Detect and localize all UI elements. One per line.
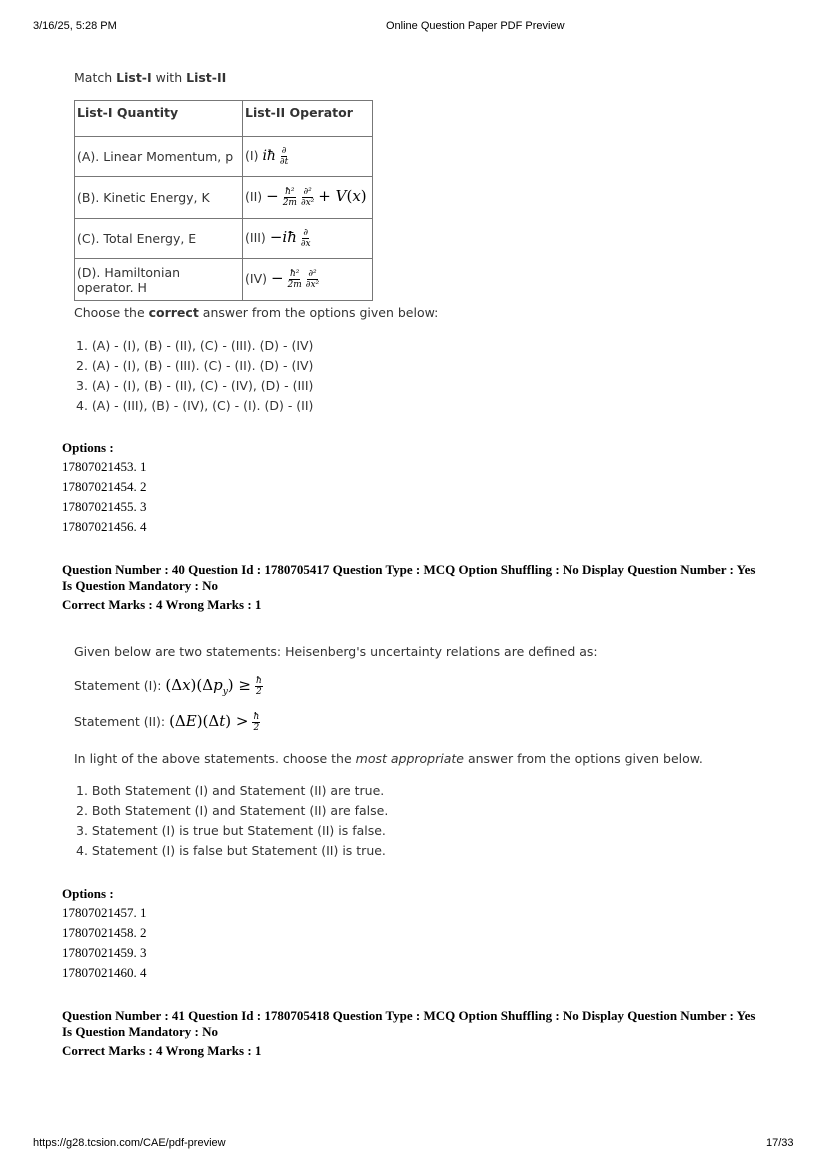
op-iii-formula: −iħ xyxy=(269,228,297,246)
list-item: 17807021459. 3 xyxy=(62,945,147,960)
op-label: (II) xyxy=(245,189,263,204)
list-item: 2. Both Statement (I) and Statement (II) are false. xyxy=(76,803,389,818)
q40-statement-1 xyxy=(74,676,263,697)
q39-choose-pre: Choose the xyxy=(74,305,149,320)
op-label: (IV) xyxy=(245,271,267,286)
q40-meta-line1: Question Number : 40 Question Id : 1780705417 Question Type : MCQ Option Shuffling : No Display Question Number : Yes xyxy=(62,562,756,577)
op-label: (III) xyxy=(245,230,266,245)
frac-hbar2-2m: $\frac{\text{ħ²}}{2m}$ xyxy=(282,187,297,208)
list-item: 17807021458. 2 xyxy=(62,925,147,940)
op-iv-formula: − xyxy=(270,269,284,287)
list-item: 3. Statement (I) is true but Statement (II) is false. xyxy=(76,823,386,838)
frac-d2-dx2: $\frac{\text{∂²}}{\text{∂x²}}$ xyxy=(305,269,320,290)
list-item: 17807021455. 3 xyxy=(62,499,147,514)
q40-answer-list xyxy=(76,781,388,861)
list-item: 17807021453. 1 xyxy=(62,459,147,474)
q40-meta-line2: Is Question Mandatory : No xyxy=(62,578,219,593)
list-item: 4. (A) - (III), (B) - (IV), (C) - (I). (D) - (II) xyxy=(76,398,314,413)
table-row xyxy=(75,259,373,301)
q39-option-ids xyxy=(62,457,147,537)
list-item: 17807021457. 1 xyxy=(62,905,147,920)
q41-marks: Correct Marks : 4 Wrong Marks : 1 xyxy=(62,1043,262,1058)
match-table xyxy=(74,100,373,301)
q40-light-italic: most appropriate xyxy=(355,751,464,766)
footer-url: https://g28.tcsion.com/CAE/pdf-preview xyxy=(33,1137,226,1149)
frac-hbar-2: $\frac{ħ}{2}$ xyxy=(253,712,260,733)
q39-choose-post: answer from the options given below: xyxy=(198,305,439,320)
list-item: 4. Statement (I) is false but Statement (II) is true. xyxy=(76,843,386,858)
stmt1-label: Statement (I): xyxy=(74,678,166,693)
q39-prompt-list2: List-II xyxy=(186,70,227,85)
q41-meta-line2: Is Question Mandatory : No xyxy=(62,1024,219,1039)
match-table-header xyxy=(75,101,373,137)
q40-meta xyxy=(62,562,755,613)
q39-options-label: Options : xyxy=(62,440,114,455)
q39-prompt-with: with xyxy=(151,70,187,85)
list-item: 17807021460. 4 xyxy=(62,965,147,980)
page-title: Online Question Paper PDF Preview xyxy=(386,20,565,32)
list-item: 3. (A) - (I), (B) - (II), (C) - (IV), (D) - (III) xyxy=(76,378,314,393)
q39-choose-bold: correct xyxy=(148,305,199,320)
frac-hbar2-2m: $\frac{\text{ħ²}}{2m}$ xyxy=(287,269,302,290)
plus-v-of-x: + V(x) xyxy=(318,187,367,205)
op-ii-formula: − xyxy=(266,187,279,205)
q39-choose xyxy=(74,305,438,320)
q39-prompt-list1: List-I xyxy=(116,70,152,85)
q40-intro: Given below are two statements: Heisenberg's uncertainty relations are defined as: xyxy=(74,644,598,659)
list-item: 1. (A) - (I), (B) - (II), (C) - (III). (D) - (IV) xyxy=(76,338,314,353)
list-item: 17807021454. 2 xyxy=(62,479,147,494)
q40-statement-2 xyxy=(74,712,260,733)
row-b-quantity: (B). Kinetic Energy, K xyxy=(75,177,243,219)
frac-hbar-2: $\frac{ħ}{2}$ xyxy=(255,676,262,697)
q40-instruction xyxy=(74,751,703,766)
stmt1-formula: $(\Delta x)(\Delta p_y)$ ≥ xyxy=(165,676,251,697)
q39-answer-list xyxy=(76,336,313,416)
table-row xyxy=(75,177,373,219)
list-item: 2. (A) - (I), (B) - (III). (C) - (II). (D) - (IV) xyxy=(76,358,314,373)
row-a-operator xyxy=(243,137,373,177)
frac-d-dt: $\frac{\partial}{\partial t}$ xyxy=(279,146,289,167)
q40-light-post: answer from the options given below. xyxy=(463,751,703,766)
print-datetime: 3/16/25, 5:28 PM xyxy=(33,20,117,32)
table-head-operator: List-II Operator xyxy=(243,101,373,137)
q39-prompt-pre: Match xyxy=(74,70,117,85)
row-b-operator xyxy=(243,177,373,219)
q40-marks: Correct Marks : 4 Wrong Marks : 1 xyxy=(62,597,262,612)
row-c-quantity: (C). Total Energy, E xyxy=(75,219,243,259)
row-c-operator xyxy=(243,219,373,259)
page-number: 17/33 xyxy=(766,1137,794,1149)
list-item: 1. Both Statement (I) and Statement (II) are true. xyxy=(76,783,385,798)
list-item: 17807021456. 4 xyxy=(62,519,147,534)
stmt2-formula: (ΔE)(Δt) > xyxy=(169,712,249,730)
op-i-formula: iħ xyxy=(262,148,276,164)
q39-prompt xyxy=(74,70,226,85)
row-a-quantity: (A). Linear Momentum, p xyxy=(75,137,243,177)
row-d-quantity: (D). Hamiltonian operator. H xyxy=(75,259,243,301)
frac-d2-dx2: $\frac{\text{∂²}}{\text{∂x²}}$ xyxy=(300,187,315,208)
q40-options-label: Options : xyxy=(62,886,114,901)
stmt2-label: Statement (II): xyxy=(74,714,170,729)
q40-option-ids xyxy=(62,903,147,983)
table-row xyxy=(75,137,373,177)
table-row xyxy=(75,219,373,259)
q41-meta xyxy=(62,1008,755,1059)
q40-light-pre: In light of the above statements. choose the xyxy=(74,751,356,766)
q41-meta-line1: Question Number : 41 Question Id : 1780705418 Question Type : MCQ Option Shuffling : No Display Question Number : Yes xyxy=(62,1008,756,1023)
row-d-operator xyxy=(243,259,373,301)
frac-d-dx: $\frac{\partial}{\partial x}$ xyxy=(300,228,311,249)
table-head-quantity: List-I Quantity xyxy=(75,101,243,137)
op-label: (I) xyxy=(245,148,259,163)
